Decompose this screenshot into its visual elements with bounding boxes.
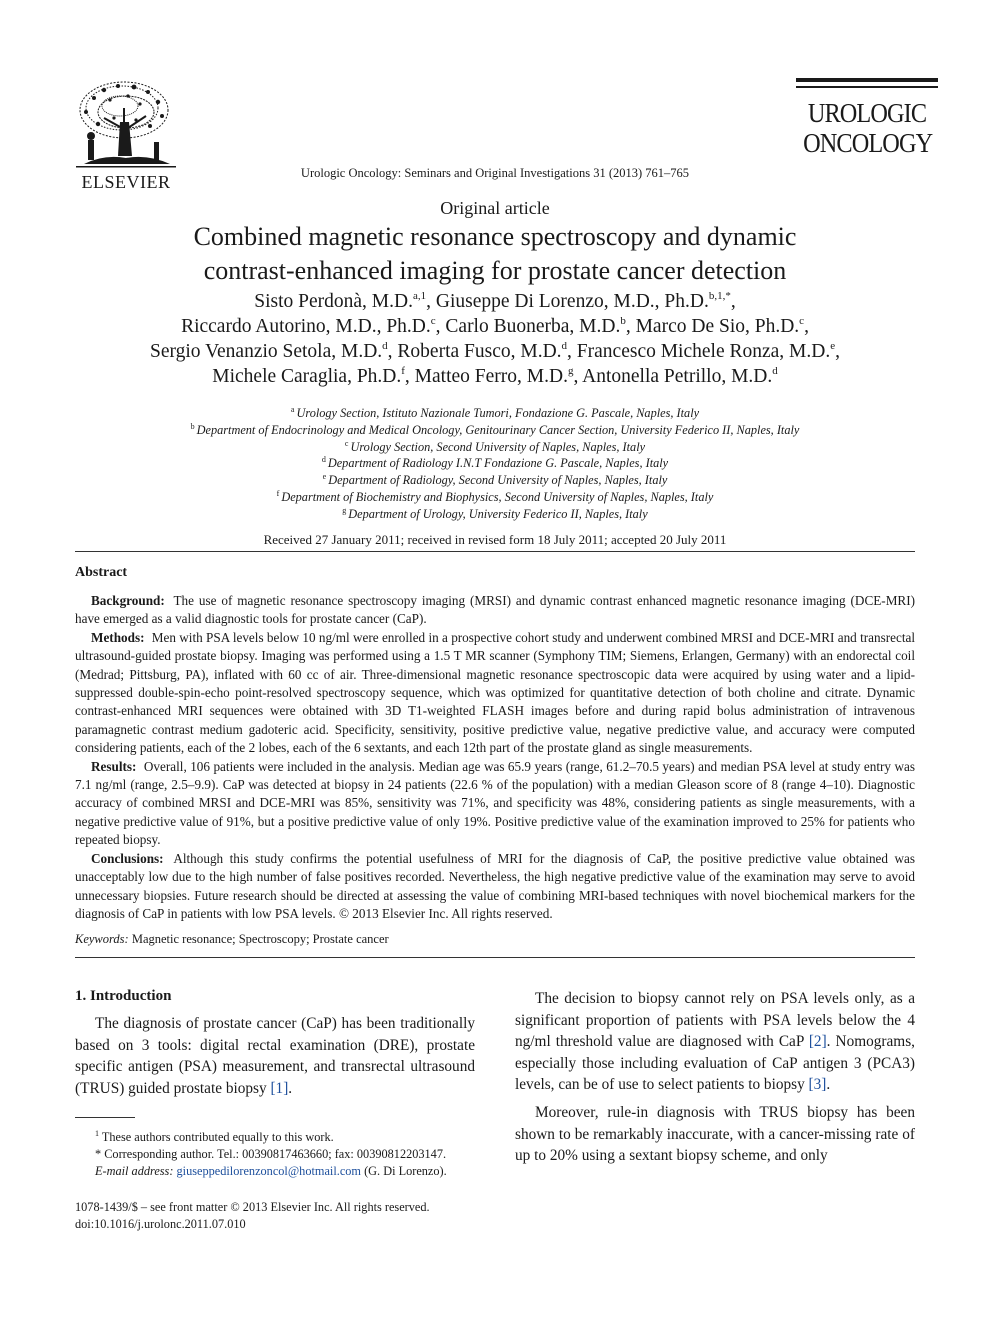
abstract-results bbox=[75, 758, 915, 850]
author-line bbox=[60, 339, 930, 364]
abstract-text: The use of magnetic resonance spectroscopy imaging (MRSI) and dynamic contrast enhanced magnetic resonance imaging (DCE-MRI) have emerged as a valid diagnostic tools for prostate cancer (CaP). bbox=[75, 593, 915, 627]
citation-link[interactable]: [1] bbox=[270, 1079, 289, 1097]
author-line bbox=[60, 289, 930, 314]
author-name: Francesco Michele Ronza, M.D. bbox=[576, 341, 831, 362]
citation-link[interactable]: [3] bbox=[808, 1076, 827, 1094]
paragraph bbox=[515, 988, 915, 1096]
front-matter bbox=[75, 1199, 475, 1233]
tree-logo-icon bbox=[74, 78, 178, 170]
affiliation-key: f bbox=[276, 488, 280, 498]
abstract-text: Overall, 106 patients were included in the analysis. Median age was 65.9 years (range, 61.2–70.5 years) and median PSA level at study entry was 7.1 ng/ml (range, 2.5–9.9). CaP was detected at biopsy in 24 patients (22.6 % of the population) with a median Gleason score of 8 (range 4–10). Diagnostic accuracy of combined MRSI and DCE-MRI was 85%, sensitivity was 71%, and specificity was 48%, considering patients as single measurements, with a negative predictive value of 91%, but a positive predictive value of only 19%. Positive predictive value of the examination improved to 25% for patients who repeated biopsy. bbox=[75, 758, 916, 848]
author-name: Antonella Petrillo, M.D. bbox=[582, 366, 773, 387]
author-name: Giuseppe Di Lorenzo, M.D., Ph.D. bbox=[435, 291, 709, 312]
abstract-background bbox=[75, 592, 915, 629]
affiliation-text: Urology Section, Second University of Naples, Naples, Italy bbox=[350, 439, 646, 454]
journal-brand bbox=[796, 78, 938, 160]
affiliation-text: Department of Biochemistry and Biophysics, Second University of Naples, Naples, Italy bbox=[281, 489, 714, 504]
author-name: Carlo Buonerba, M.D. bbox=[445, 316, 621, 337]
author-affiliation-marker: g bbox=[567, 365, 574, 377]
brand-rule-top bbox=[796, 78, 938, 82]
article-title bbox=[100, 220, 890, 288]
footnote: * Corresponding author. Tel.: 00390817463660; fax: 00390812203147. bbox=[95, 1146, 447, 1161]
author-affiliation-marker: c bbox=[799, 315, 805, 327]
affiliation-text: Urology Section, Istituto Nazionale Tumori, Fondazione G. Pascale, Naples, Italy bbox=[296, 406, 700, 420]
front-matter-copyright: 1078-1439/$ – see front matter © 2013 Elsevier Inc. All rights reserved. bbox=[75, 1200, 430, 1214]
abstract-body bbox=[75, 592, 915, 923]
publisher-name: ELSEVIER bbox=[81, 172, 171, 192]
author-affiliation-marker: d bbox=[772, 365, 778, 377]
author-separator: , bbox=[835, 341, 840, 362]
footnote-text: These authors contributed equally to this work. bbox=[101, 1130, 334, 1144]
article-type: Original article bbox=[440, 198, 550, 218]
divider-bottom bbox=[75, 957, 915, 958]
abstract-label: Results: bbox=[91, 758, 137, 774]
footnote-divider bbox=[75, 1117, 135, 1118]
author-affiliation-marker: c bbox=[430, 315, 436, 327]
affiliation-key: a bbox=[290, 405, 295, 414]
section-heading-introduction: 1. Introduction bbox=[75, 988, 172, 1004]
author-affiliation-marker: a,1 bbox=[412, 290, 427, 302]
paragraph-text: . bbox=[288, 1079, 293, 1097]
journal-brand-line1: UROLOGIC bbox=[807, 98, 927, 128]
paragraph: Moreover, rule-in diagnosis with TRUS biopsy has been shown to be remarkably inaccurate, with a cancer-missing rate of up to 20% using a sextant biopsy scheme, and only bbox=[515, 1103, 915, 1165]
footnote-marker: 1 bbox=[95, 1129, 99, 1138]
journal-reference: Urologic Oncology: Seminars and Original Investigations 31 (2013) 761–765 bbox=[300, 166, 690, 180]
paragraph-text: . bbox=[826, 1076, 831, 1094]
affiliation-text: Department of Radiology, Second University of Naples, Naples, Italy bbox=[328, 473, 668, 488]
author-separator: , bbox=[804, 316, 809, 337]
brand-rule-top-thin bbox=[796, 86, 938, 88]
author-line bbox=[60, 364, 930, 389]
author-separator: , bbox=[730, 291, 736, 312]
article-title-line1: Combined magnetic resonance spectroscopy and dynamic bbox=[193, 222, 797, 251]
author-separator: , bbox=[387, 341, 398, 362]
author-list bbox=[60, 289, 930, 389]
author-affiliation-marker: d bbox=[561, 340, 568, 352]
author-separator: , bbox=[426, 291, 436, 312]
author-name: Marco De Sio, Ph.D. bbox=[635, 316, 800, 337]
affiliation-text: Department of Urology, University Federico II, Naples, Italy bbox=[348, 506, 648, 521]
abstract-label: Methods: bbox=[91, 629, 145, 645]
keywords-text: Magnetic resonance; Spectroscopy; Prostate cancer bbox=[131, 932, 389, 946]
affiliation-text: Department of Radiology I.N.T Fondazione G. Pascale, Naples, Italy bbox=[327, 456, 669, 471]
affiliation bbox=[60, 439, 930, 456]
affiliation-text: Department of Endocrinology and Medical Oncology, Genitourinary Cancer Section, University Federico II, Naples, Italy bbox=[196, 422, 800, 437]
abstract-heading: Abstract bbox=[75, 565, 128, 580]
affiliation bbox=[60, 405, 930, 422]
paragraph-text: . Nomograms, especially those including evaluation of CaP antigen 3 (PCA3) levels, can be of use to select patients to biopsy bbox=[515, 1033, 915, 1094]
citation-link[interactable]: [2] bbox=[808, 1033, 827, 1051]
author-name: Riccardo Autorino, M.D., Ph.D. bbox=[181, 316, 431, 337]
abstract-label: Background: bbox=[91, 593, 165, 608]
author-name: Matteo Ferro, M.D. bbox=[414, 366, 568, 387]
affiliation-list bbox=[60, 405, 930, 523]
author-separator: , bbox=[625, 316, 636, 337]
affiliation-key: c bbox=[344, 438, 349, 448]
author-name: Roberta Fusco, M.D. bbox=[397, 341, 562, 362]
affiliation-key: d bbox=[321, 455, 326, 465]
author-separator: , bbox=[573, 366, 583, 387]
journal-brand-name bbox=[803, 98, 931, 158]
abstract-methods bbox=[75, 629, 915, 758]
keywords-label: Keywords: bbox=[75, 932, 129, 946]
affiliation bbox=[60, 422, 930, 439]
author-affiliation-marker: b,1,* bbox=[708, 290, 731, 302]
author-affiliation-marker: d bbox=[382, 340, 388, 352]
paragraph bbox=[75, 1013, 475, 1099]
footnotes bbox=[75, 1129, 475, 1179]
footnote-email bbox=[75, 1163, 475, 1180]
author-separator: , bbox=[567, 341, 577, 362]
affiliation bbox=[60, 506, 930, 523]
abstract-text: Although this study confirms the potential usefulness of MRI for the diagnosis of CaP, the positive predictive value obtained was unacceptably low due to the high number of false positives recorded. Nevertheless, the high negative predictive value of the examination may serve to avoid unnecessary biopsies. Future research should be directed at assessing the value of combining MRI-based techniques with novel biochemical markers for the diagnosis of CaP in patients with low PSA levels. © 2013 Elsevier Inc. All rights reserved. bbox=[75, 850, 915, 921]
affiliation-key: g bbox=[342, 505, 347, 515]
right-column bbox=[515, 988, 915, 1167]
left-column bbox=[75, 988, 475, 1099]
author-name: Sisto Perdonà, M.D. bbox=[254, 291, 413, 312]
abstract-text: Men with PSA levels below 10 ng/ml were enrolled in a prospective cohort study and underwent combined MRSI and DCE-MRI and transrectal ultrasound-guided prostate biopsy. Imaging was performed using a 1.5 T MR scanner (Symphony TIM; Siemens, Erlangen, Germany) with an endorectal coil (Medrad; Pittsburg, PA), inflated with 60 cc of air. Three-dimensional magnetic resonance spectroscopic data were acquired by using water and a lipid-suppressed double-spin-echo point-resolved spectroscopy sequence, which was optimized for quantitative detection of both choline and citrate. Dynamic contrast-enhanced MRI sequences were obtained with 3D T1-weighted FLASH images before and during rapid bolus administration of intravenous paramagnetic contrast medium gadoteric acid. Specificity, sensitivity, positive predictive value, negative predictive value, and accuracy were computed considering patients, each of the 2 lobes, each of the 6 sextants, and each 12th part of the prostate gland as single measurements. bbox=[75, 629, 915, 756]
affiliation bbox=[60, 455, 930, 472]
divider-top bbox=[75, 551, 915, 552]
footnote bbox=[75, 1129, 475, 1146]
author-affiliation-marker: e bbox=[830, 340, 836, 352]
affiliation bbox=[60, 489, 930, 506]
email-link[interactable]: giuseppedilorenzoncol@hotmail.com bbox=[176, 1163, 361, 1178]
doi: doi:10.1016/j.urolonc.2011.07.010 bbox=[75, 1216, 246, 1231]
journal-brand-line2: ONCOLOGY bbox=[803, 128, 933, 158]
publisher-logo bbox=[74, 78, 178, 194]
abstract-conclusions bbox=[75, 850, 915, 924]
author-separator: , bbox=[404, 366, 415, 387]
keywords bbox=[75, 932, 915, 947]
received-dates: Received 27 January 2011; received in revised form 18 July 2011; accepted 20 July 2011 bbox=[263, 532, 727, 547]
email-label: E-mail address: bbox=[95, 1163, 174, 1178]
author-name: Sergio Venanzio Setola, M.D. bbox=[150, 341, 383, 362]
author-line bbox=[60, 314, 930, 339]
author-affiliation-marker: f bbox=[401, 365, 405, 377]
article-title-line2: contrast-enhanced imaging for prostate cancer detection bbox=[203, 256, 787, 285]
author-name: Michele Caraglia, Ph.D. bbox=[212, 366, 402, 387]
abstract-label: Conclusions: bbox=[91, 850, 164, 866]
affiliation bbox=[60, 472, 930, 489]
affiliation-key: e bbox=[322, 472, 327, 482]
affiliation-key: b bbox=[190, 421, 195, 431]
paragraph-text: The diagnosis of prostate cancer (CaP) has been traditionally based on 3 tools: digital rectal examination (DRE), prostate specific antigen (PSA) measurement, and transrectal ultrasound (TRUS) guided prostate biopsy bbox=[75, 1015, 475, 1097]
author-affiliation-marker: b bbox=[620, 315, 626, 327]
paragraph-text: The decision to biopsy cannot rely on PSA levels only, as a significant proportion of patients with PSA levels below the 4 ng/ml threshold value are diagnosed with CaP bbox=[515, 990, 915, 1051]
email-owner: (G. Di Lorenzo). bbox=[364, 1163, 447, 1178]
author-separator: , bbox=[435, 316, 446, 337]
